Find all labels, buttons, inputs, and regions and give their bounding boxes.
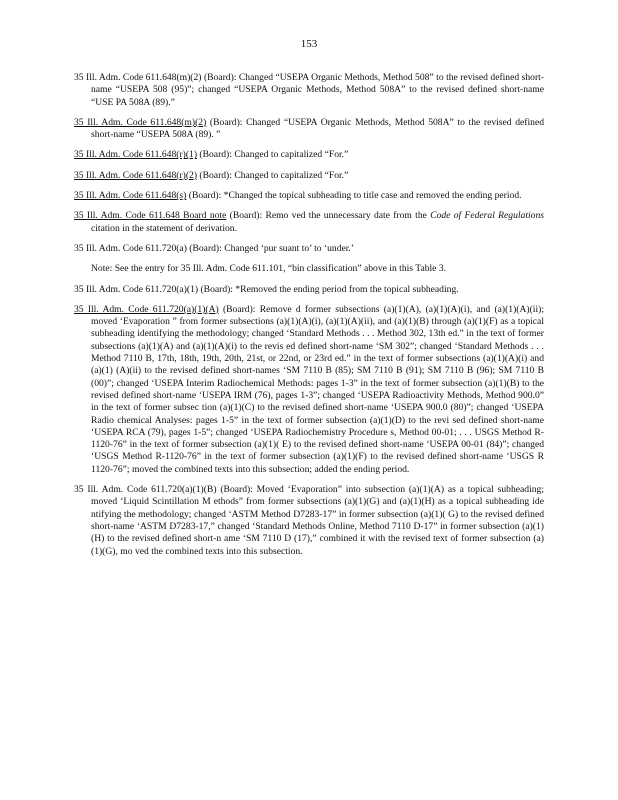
entry-citation: 35 Ill. Adm. Code 611.648(m)(2) (74, 116, 207, 128)
entry-text-after: citation in the statement of derivation. (91, 222, 237, 234)
table-entry (74, 149, 544, 161)
entry-text: Note: See the entry for 35 Ill. Adm. Code 611.101, “bin classification” above in this Table 3. (91, 263, 447, 275)
entry-text: (Board): *Changed the topical subheading to title case and removed the ending period. (186, 190, 522, 202)
entry-citation: 35 Ill. Adm. Code 611.648(r)(1) (74, 149, 198, 161)
table-entry (74, 72, 544, 109)
entry-text: (Board): Changed “USEPA Organic Methods, Method 508A” to the revised defined short-name “USEPA 508A (89). ” (91, 116, 545, 141)
entry-text: (Board): Changed to capitalized “For.” (197, 149, 349, 161)
entry-text: (Board): Moved ‘Evaporation” into subsection (a)(1)(A) as a topical subheading; moved ‘Liquid Scintillation M ethods” from former subsections (a)(1)(G) and (a)(1)(H) as a topical subheading ide ntifying the methodology; changed ‘ASTM Method D7283-17” in former subsection (a)(1)( G) to the revised defined short-name ‘ASTM D7283-17,” changed ‘Standard Methods Online, Method 7110 D-17” in former subsection (a)(1)(H) to the revised defined short-n ame ‘SM 7110 D (17),” combined it with the revised text of former subsection (a)(1)(G), mo ved the combined texts into this subsection. (91, 484, 544, 557)
entries-list (74, 72, 544, 566)
entry-citation: 35 Ill. Adm. Code 611.720(a)(1)(A) (74, 303, 219, 315)
table-entry (74, 484, 544, 558)
table-entry (74, 304, 544, 476)
page-number: 153 (300, 38, 318, 50)
entry-citation: 35 Ill. Adm. Code 611.648 Board note (74, 210, 227, 222)
entry-text: (Board): Changed “USEPA Organic Methods, Method 508” to the revised defined short-name “USEPA 508 (95)”; changed “USEPA Organic Methods, Method 508A” to the revised defined short-name “USE PA 508A (89).” (91, 72, 544, 108)
entry-citation: 35 Ill. Adm. Code 611.648(r)(2) (74, 169, 198, 181)
entry-citation: 35 Ill. Adm. Code 611.648(s) (74, 190, 187, 202)
entry-citation: 35 Ill. Adm. Code 611.720(a)(1)(B) (74, 484, 217, 496)
entry-citation: 35 Ill. Adm. Code 611.720(a)(1) (74, 283, 199, 295)
entry-text: (Board): Remo ved the unnecessary date from the (226, 210, 431, 222)
table-entry (74, 284, 544, 296)
entry-text: (Board): Remove d former subsections (a)(1)(A), (a)(1)(A)(i), and (a)(1)(A)(ii); moved ‘Evaporation ” from former subsections (a)(1)(A)(i), (a)(1)(A)(ii), and (a)(1)(B) through (a)(1)(F) as a topical subheading identifying the methodology; changed ‘Standard Methods . . . Method 302, 13th ed.” in the text of former subsections (a)(1)(A) and (a)(1)(A)(i) to the revis ed defined short-name ‘SM 302”; changed ‘Standard Methods . . . Method 7110 B, 17th, 18th, 19th, 20th, 21st, or 22nd, or 23rd ed.” in the text of former subsections (a)(1)(A)(i) and (a)(1) (A)(ii) to the revised defined short-names ‘SM 7110 B (85); SM 7110 B (91); SM 7110 B (96); SM 7110 B (00)”; changed ‘USEPA Interim Radiochemical Methods: pages 1-3” in the text of former subsection (a)(1)(B) to the revised defined short-name ‘USEPA IRM (76), pages 1-3”; changed ‘USEPA Radioactivity Methods, Method 900.0” in the text of former subsec tion (a)(1)(C) to the revised defined short-name ‘USEPA 900.0 (80)”; changed ‘USEPA Radio chemical Analyses: pages 1-5” in the text of former subsection (a)(1)(D) to the revi sed defined short-name ‘USEPA RCA (79), pages 1-5”; changed ‘USEPA Radiochemistry Procedure s, Method 00-01; . . . USGS Method R-1120-76” in the text of former subsection (a)(1)( E) to the revised defined short-name ‘USEPA 00-01 (84)”; changed ‘USGS Method R-1120-76” in the text of former subsection (a)(1)(F) to the revised defined short-name ‘USGS R 1120-76”; moved the combined texts into this subsection; added the ending period. (91, 303, 544, 475)
entry-text: (Board): *Removed the ending period from the topical subheading. (198, 283, 459, 295)
entry-text: (Board): Changed ‘pur suant to’ to ‘under.’ (186, 242, 355, 254)
table-entry (74, 190, 544, 202)
table-entry (74, 210, 544, 235)
entry-text: (Board): Changed to capitalized “For.” (197, 169, 349, 181)
table-entry (74, 117, 544, 142)
note-paragraph (74, 263, 544, 275)
entry-citation: 35 Ill. Adm. Code 611.648(m)(2) (74, 72, 202, 83)
entry-citation: 35 Ill. Adm. Code 611.720(a) (74, 242, 187, 254)
entry-italic-text: Code of Federal Regulations (430, 210, 544, 222)
table-entry (74, 243, 544, 255)
table-entry (74, 170, 544, 182)
